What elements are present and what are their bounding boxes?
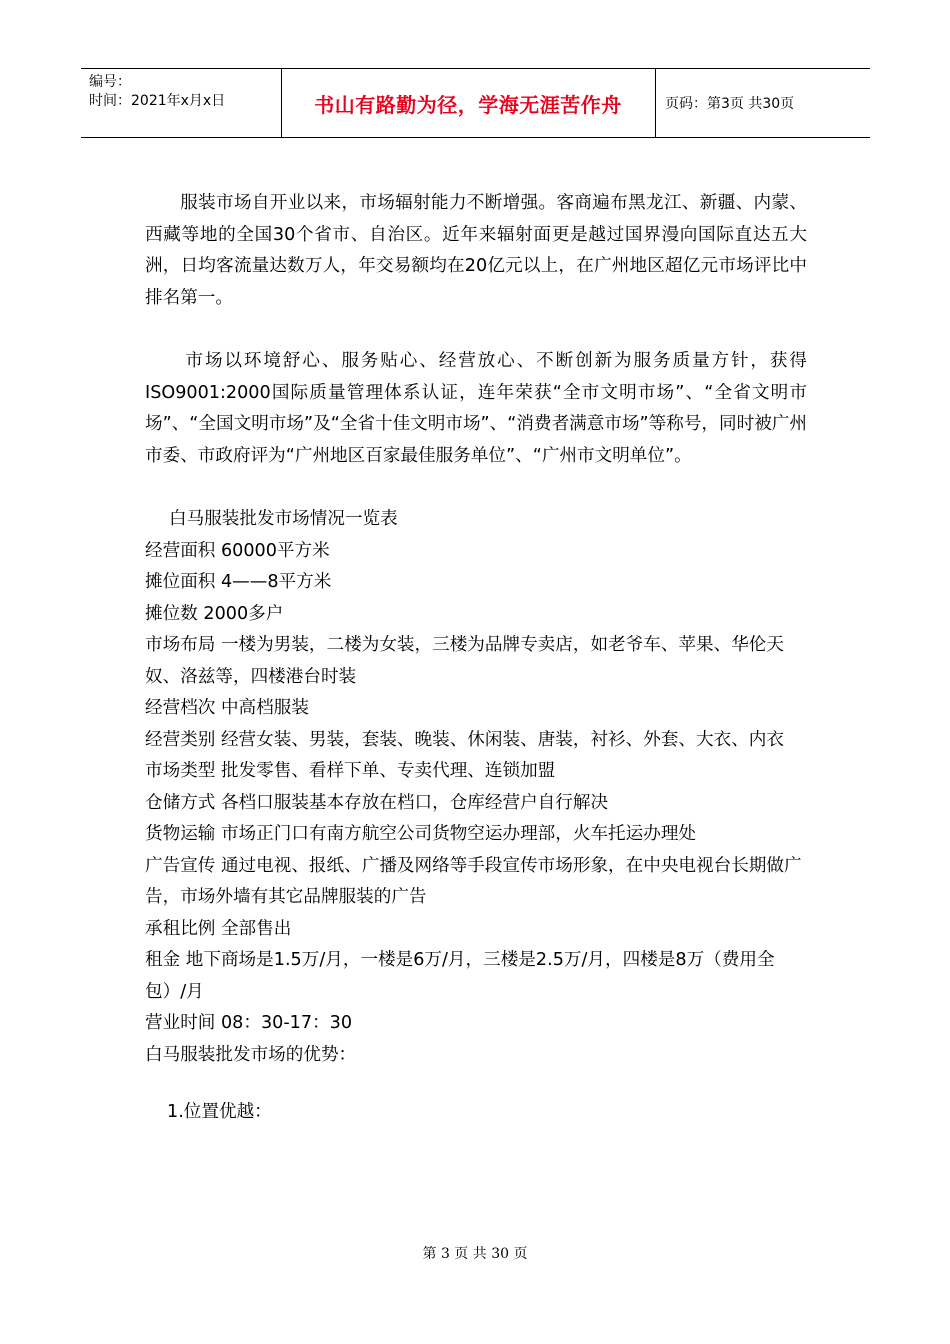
header-motto: 书山有路勤为径，学海无涯苦作舟 bbox=[281, 69, 656, 137]
info-row-lease-ratio: 承租比例 全部售出 bbox=[145, 918, 292, 939]
page-header bbox=[81, 68, 870, 138]
document-body bbox=[145, 188, 807, 1129]
info-row-rent: 租金 地下商场是1.5万/月，一楼是6万/月，三楼是2.5万/月，四楼是8万（费用全包）/月 bbox=[145, 950, 775, 1002]
number-label: 编号： bbox=[89, 74, 131, 90]
info-row-layout: 市场布局 一楼为男装，二楼为女装，三楼为品牌专卖店，如老爷车、苹果、华伦天奴、洛兹等，四楼港台时装 bbox=[145, 635, 784, 687]
table-title: 白马服装批发市场情况一览表 bbox=[169, 509, 398, 529]
paragraph-market-reach: 服装市场自开业以来，市场辐射能力不断增强。客商遍布黑龙江、新疆、内蒙、西藏等地的全国30个省市、自治区。近年来辐射面更是越过国界漫向国际直达五大洲，日均客流量达数万人，年交易额均在20亿元以上，在广州地区超亿元市场评比中排名第一。 bbox=[145, 193, 807, 308]
paragraph-service-quality: 市场以环境舒心、服务贴心、经营放心、不断创新为服务质量方针，获得ISO9001:2000国际质量管理体系认证，连年荣获“全市文明市场”、“全省文明市场”、“全国文明市场”及“全省十佳文明市场”、“消费者满意市场”等称号，同时被广州市委、市政府评为“广州地区百家最佳服务单位”、“广州市文明单位”。 bbox=[145, 351, 807, 466]
info-row-transport: 货物运输 市场正门口有南方航空公司货物空运办理部，火车托运办理处 bbox=[145, 824, 697, 844]
info-row-booth-area: 摊位面积 4——8平方米 bbox=[145, 572, 332, 592]
info-row-category: 经营类别 经营女装、男装，套装、晚装、休闲装、唐装，衬衫、外套、大衣、内衣 bbox=[145, 729, 784, 750]
info-row-grade: 经营档次 中高档服装 bbox=[145, 698, 309, 718]
header-page-info: 页码：第3页 共30页 bbox=[665, 96, 795, 112]
info-row-storage: 仓储方式 各档口服装基本存放在档口，仓库经营户自行解决 bbox=[145, 792, 609, 813]
header-meta-cell bbox=[81, 69, 282, 137]
info-row-hours: 营业时间 08：30-17：30 bbox=[145, 1013, 353, 1033]
advantage-point-location: 1.位置优越： bbox=[167, 1102, 272, 1122]
advantages-heading: 白马服装批发市场的优势： bbox=[145, 1044, 357, 1065]
page-footer: 第 3 页 共 30 页 bbox=[422, 1246, 528, 1262]
info-row-advertising: 广告宣传 通过电视、报纸、广播及网络等手段宣传市场形象，在中央电视台长期做广告，市场外墙有其它品牌服装的广告 bbox=[145, 855, 802, 907]
info-row-area: 经营面积 60000平方米 bbox=[145, 540, 330, 561]
info-row-booth-count: 摊位数 2000多户 bbox=[145, 603, 284, 624]
info-row-market-type: 市场类型 批发零售、看样下单、专卖代理、连锁加盟 bbox=[145, 761, 556, 781]
date-label: 时间：2021年x月x日 bbox=[89, 93, 226, 109]
